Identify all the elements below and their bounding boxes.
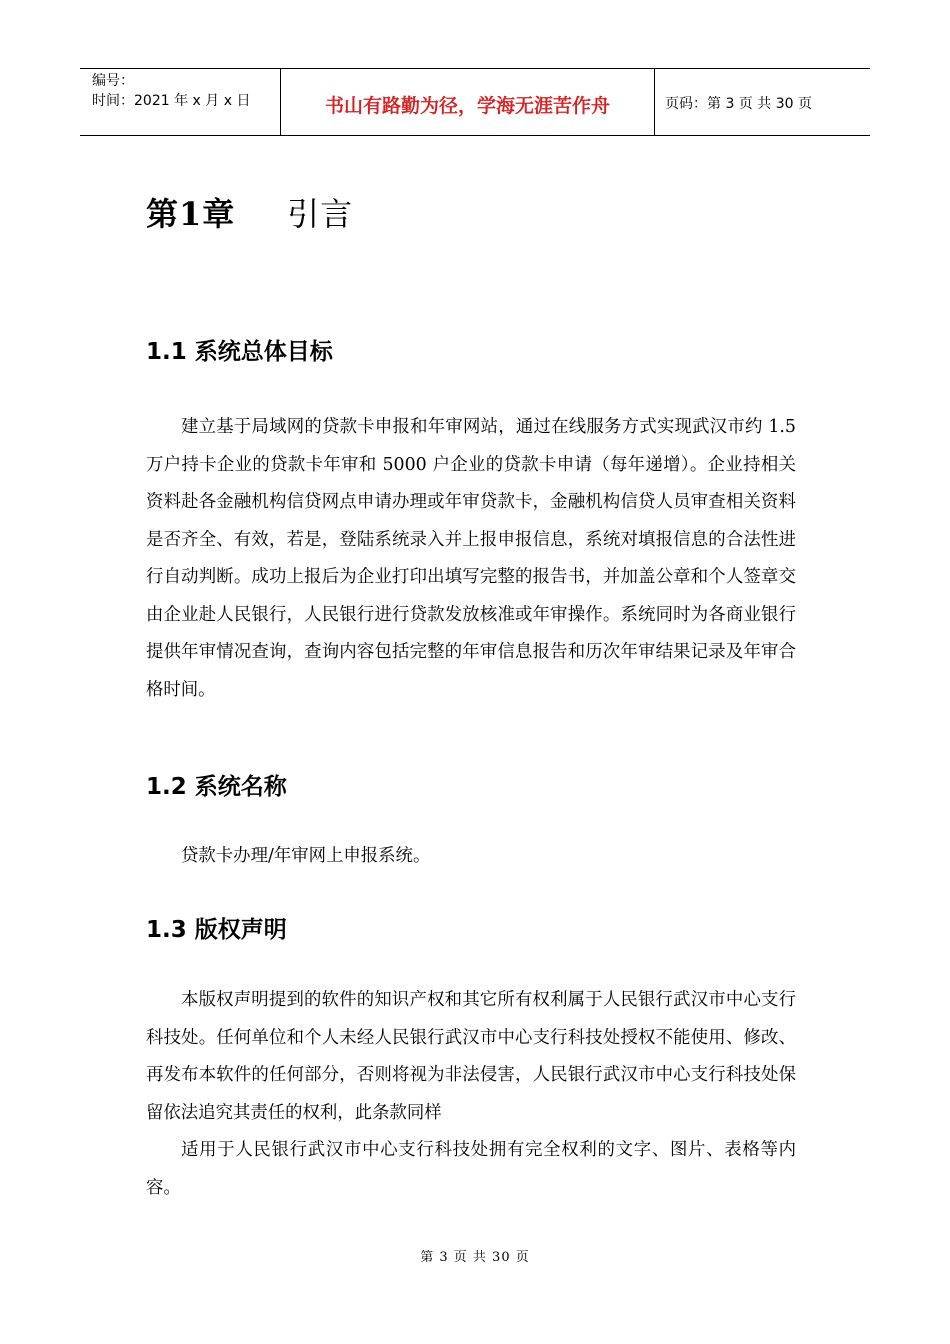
section-1-3-paragraph-1: 本版权声明提到的软件的知识产权和其它所有权利属于人民银行武汉市中心支行科技处。任何单位和个人未经人民银行武汉市中心支行科技处授权不能使用、修改、再发布本软件的任何部分，否则将视为非法侵害，人民银行武汉市中心支行科技处保留依法追究其责任的权利，此条款同样	[146, 990, 796, 1123]
chapter-title	[146, 189, 353, 235]
page-footer: 第 3 页 共 30 页	[420, 1250, 530, 1265]
header-motto: 书山有路勤为径，学海无涯苦作舟	[281, 69, 655, 135]
chapter-number: 第1章	[146, 195, 236, 233]
document-header	[80, 68, 870, 136]
section-heading-1-1: 1.1 系统总体目标	[146, 339, 333, 365]
header-page-info: 页码：第 3 页 共 30 页	[665, 96, 812, 112]
document-date-label: 时间：2021 年 x 月 x 日	[92, 93, 251, 109]
section-1-1-paragraph: 建立基于局域网的贷款卡申报和年审网站，通过在线服务方式实现武汉市约 1.5 万户持卡企业的贷款卡年审和 5000 户企业的贷款卡申请（每年递增）。企业持相关资料赴各金融机构信贷网点申请办理或年审贷款卡，金融机构信贷人员审查相关资料是否齐全、有效，若是，登陆系统录入并上报申报信息，系统对填报信息的合法性进行自动判断。成功上报后为企业打印出填写完整的报告书，并加盖公章和个人签章交由企业赴人民银行，人民银行进行贷款发放核准或年审操作。系统同时为各商业银行提供年审情况查询，查询内容包括完整的年审信息报告和历次年审结果记录及年审合格时间。	[146, 417, 796, 700]
section-1-3-paragraph-2: 适用于人民银行武汉市中心支行科技处拥有完全权利的文字、图片、表格等内容。	[146, 1140, 796, 1198]
section-1-2-paragraph: 贷款卡办理/年审网上申报系统。	[181, 846, 431, 866]
section-heading-1-2: 1.2 系统名称	[146, 774, 287, 800]
section-heading-1-3: 1.3 版权声明	[146, 917, 287, 943]
document-number-label: 编号：	[92, 73, 134, 89]
chapter-name: 引言	[287, 195, 354, 233]
header-meta-cell	[80, 69, 281, 135]
